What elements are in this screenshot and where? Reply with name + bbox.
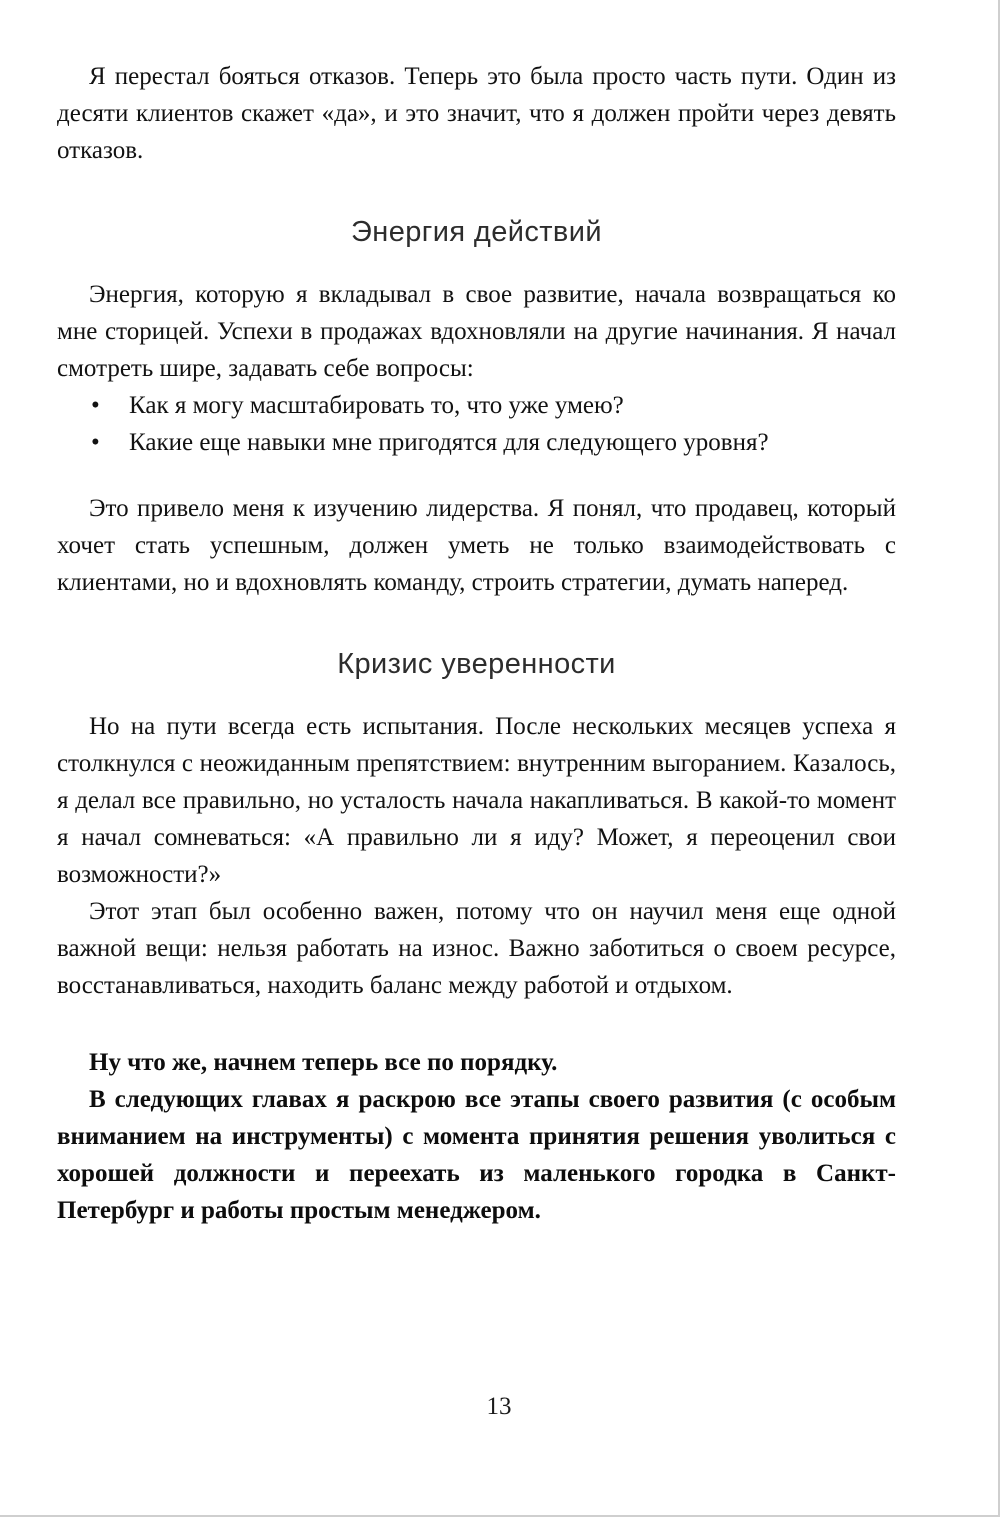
page-number: 13 (486, 1393, 512, 1420)
bullet-text: Как я могу масштабировать то, что уже умею? (129, 392, 624, 419)
body-paragraph: Этот этап был особенно важен, потому что он научил меня еще одной важной вещи: нельзя работать на износ. Важно заботиться о своем ресурсе, восстанавливаться, находить баланс между работой и отдыхом. (57, 898, 896, 999)
bold-paragraph: В следующих главах я раскрою все этапы своего развития (с особым вниманием на инструменты) с момента принятия решения уволиться с хорошей должности и переехать из маленького городка в Санкт-Петербург и работы простым менеджером. (57, 1086, 896, 1224)
body-paragraph: Но на пути всегда есть испытания. После нескольких месяцев успеха я столкнулся с неожиданным препятствием: внутренним выгоранием. Казалось, я делал все правильно, но усталость начала накапливаться. В какой-то момент я начал сомневаться: «А правильно ли я иду? Может, я переоценил свои возможности?» (57, 713, 896, 888)
bold-outro-block (57, 1044, 896, 1229)
bullet-list (57, 387, 896, 461)
section-lead-paragraph: Энергия, которую я вкладывал в свое развитие, начала возвращаться ко мне сторицей. Успехи в продажах вдохновляли на другие начинания. Я начал смотреть шире, задавать себе вопросы: (57, 281, 896, 382)
section-heading-crisis: Кризис уверенности (337, 648, 616, 680)
section-heading-energy: Энергия действий (351, 216, 602, 248)
bullet-icon: • (91, 392, 100, 419)
list-item (57, 424, 896, 461)
list-item (57, 387, 896, 424)
bold-paragraph: Ну что же, начнем теперь все по порядку. (89, 1049, 558, 1076)
section-closing-paragraph: Это привело меня к изучению лидерства. Я понял, что продавец, который хочет стать успешным, должен уметь не только взаимодействовать с клиентами, но и вдохновлять команду, строить стратегии, думать наперед. (57, 495, 896, 596)
bullet-icon: • (91, 429, 100, 456)
bullet-text: Какие еще навыки мне пригодятся для следующего уровня? (129, 429, 769, 456)
intro-paragraph: Я перестал бояться отказов. Теперь это была просто часть пути. Один из десяти клиентов скажет «да», и это значит, что я должен пройти через девять отказов. (57, 63, 896, 164)
